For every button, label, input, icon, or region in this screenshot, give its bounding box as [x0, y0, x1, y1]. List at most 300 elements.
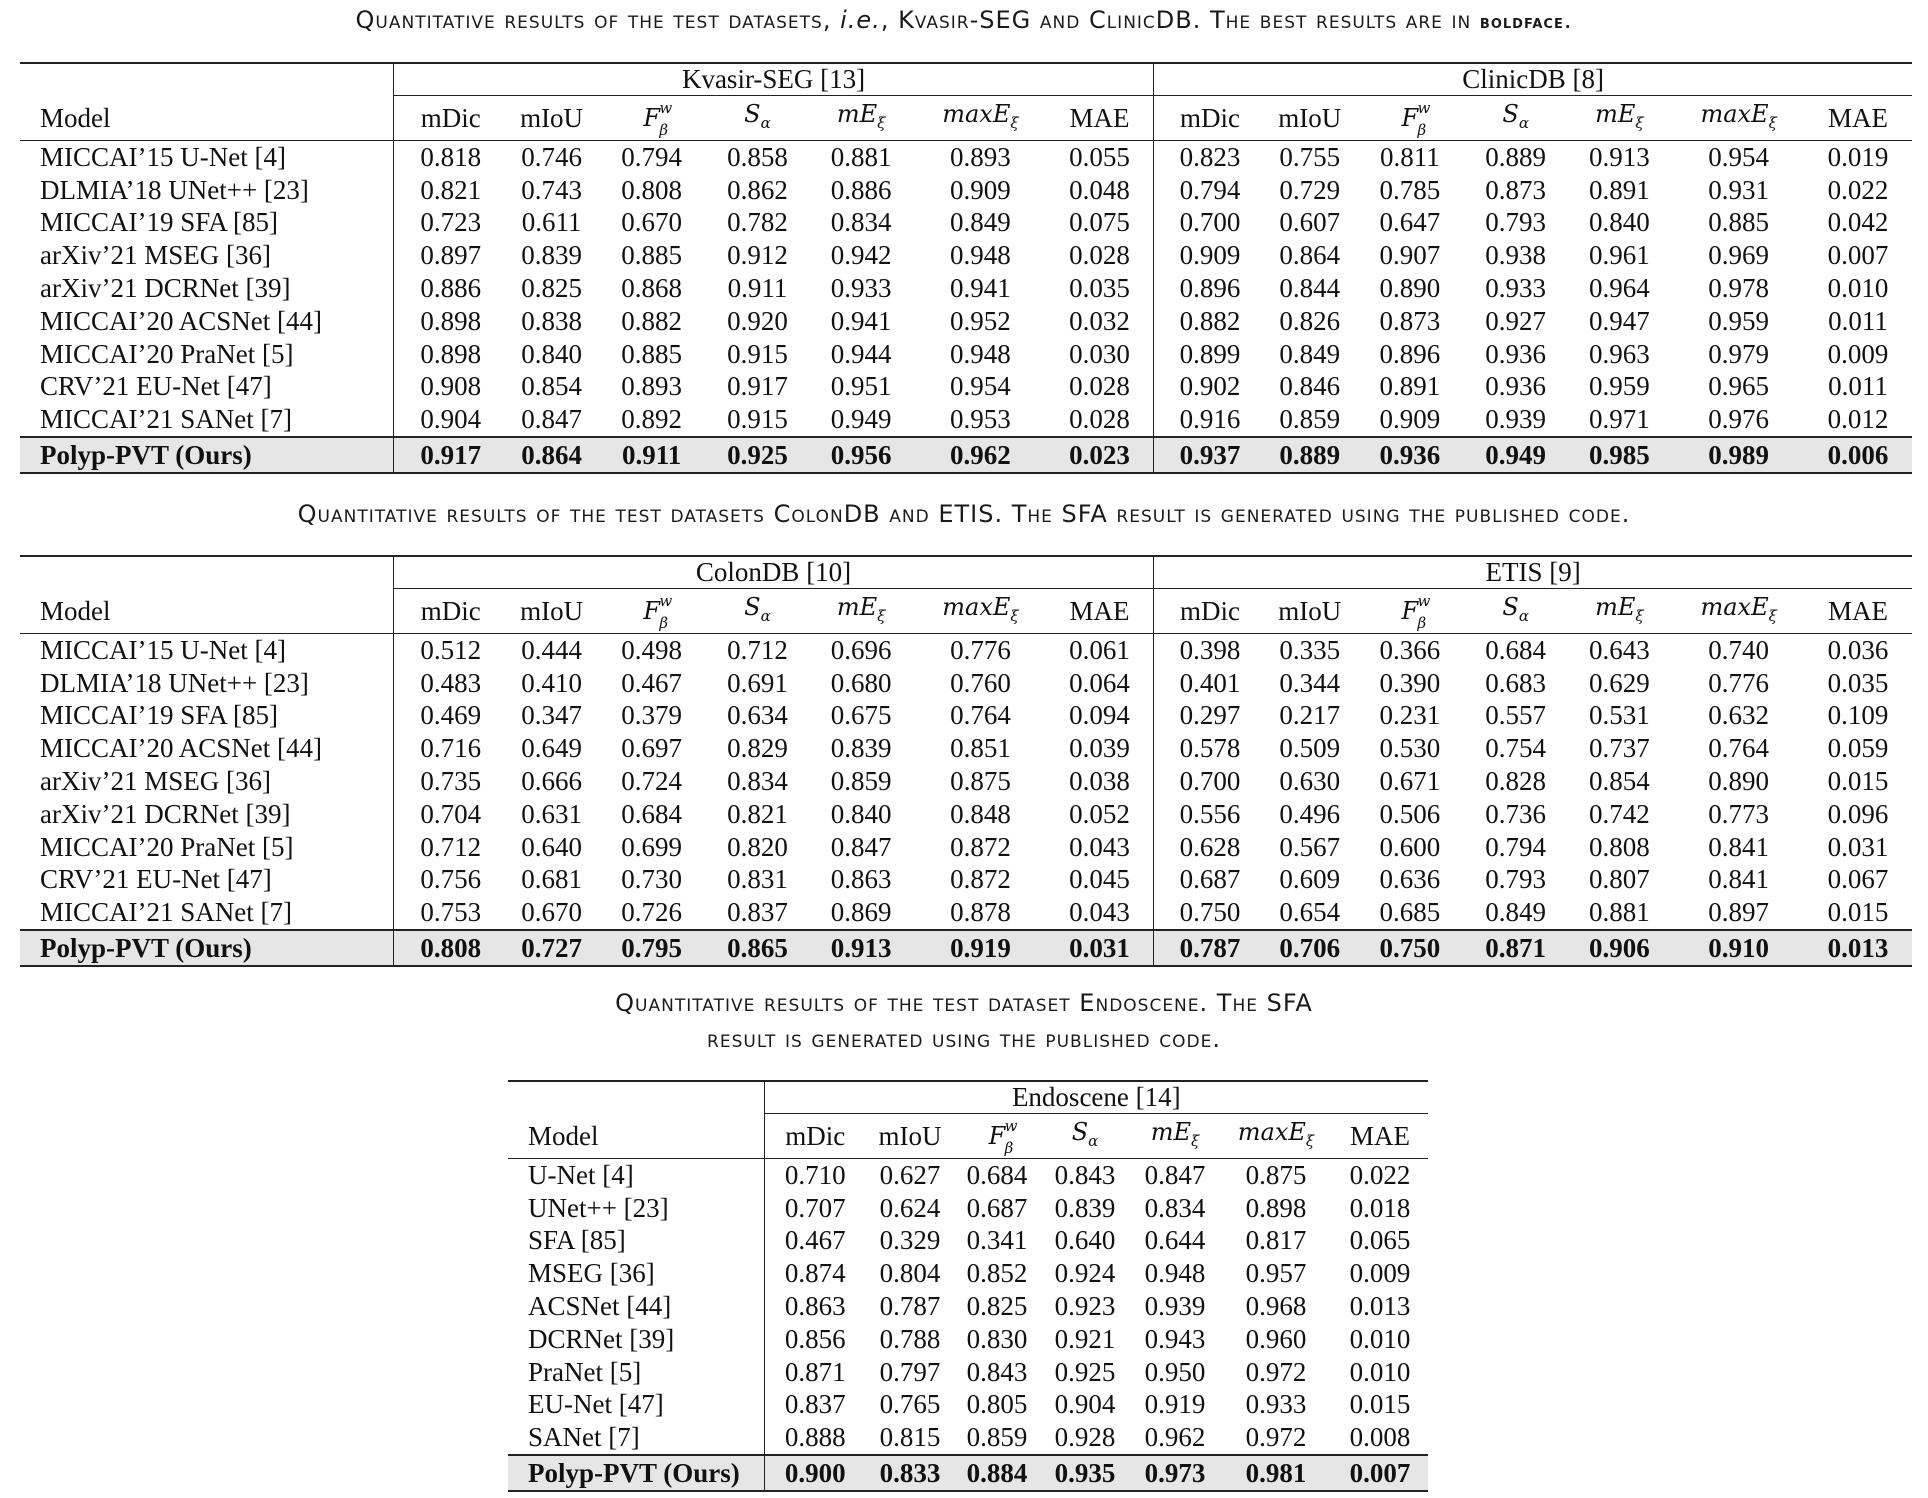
metric-value-cell: 0.808: [621, 174, 683, 205]
metric-column-header: [1220, 1114, 1332, 1159]
model-name-cell: U-Net [4]: [508, 1158, 764, 1191]
metric-column-header: [596, 96, 708, 141]
metric-value-cell: 0.808: [393, 930, 507, 966]
metric-column-header: [1673, 96, 1804, 141]
metric-value-cell: 0.979: [1708, 338, 1770, 369]
metric-value-cell: 0.754: [1485, 733, 1547, 764]
metric-label: mDic: [1179, 595, 1240, 626]
model-name-cell: ACSNet [44]: [508, 1290, 764, 1323]
metric-value-cell: 0.671: [1379, 765, 1441, 796]
metric-value-cell: 0.834: [1144, 1192, 1206, 1223]
metric-value-cell: 0.794: [621, 141, 683, 172]
metric-value-cell: 0.897: [1708, 897, 1770, 928]
f-beta-w-metric: F w β: [988, 1117, 1018, 1158]
table-row: [20, 272, 1912, 305]
group-header-row: [20, 556, 1912, 589]
metric-value-cell: 0.640: [1054, 1225, 1116, 1256]
metric-value-cell: 0.959: [1589, 371, 1650, 402]
metric-value-cell: 0.919: [1144, 1389, 1206, 1420]
metric-value-cell: 0.900: [764, 1455, 866, 1491]
metric-value-cell: 0.939: [1485, 404, 1547, 435]
metric-value-cell: 0.949: [830, 404, 892, 435]
metric-value-cell: 0.797: [879, 1356, 941, 1387]
metric-value-cell: 0.632: [1708, 700, 1770, 731]
table2-caption: [0, 496, 1928, 532]
metric-value-cell: 0.948: [1144, 1258, 1206, 1289]
metric-value-cell: 0.874: [784, 1258, 846, 1289]
metric-value-cell: 0.976: [1708, 404, 1770, 435]
metric-value-cell: 0.683: [1485, 667, 1547, 698]
metric-value-cell: 0.010: [1827, 272, 1889, 303]
metric-value-cell: 0.035: [1046, 272, 1154, 305]
metric-value-cell: 0.896: [1179, 272, 1241, 303]
metric-value-cell: 0.670: [521, 897, 582, 928]
metric-column-header: [1565, 96, 1673, 141]
table-row: [508, 1224, 1428, 1257]
f-beta-w-metric: F w β: [1401, 99, 1431, 140]
metric-value-cell: 0.028: [1046, 403, 1154, 437]
table-row: [508, 1388, 1428, 1421]
metric-value-cell: 0.341: [966, 1225, 1028, 1256]
metric-value-cell: 0.031: [1827, 831, 1889, 862]
f-beta-w-metric: F w β: [643, 99, 673, 140]
metric-value-cell: 0.881: [1589, 897, 1650, 928]
metric-value-cell: 0.015: [1827, 897, 1889, 928]
metric-label: mIoU: [520, 595, 584, 626]
metric-value-cell: 0.859: [1279, 404, 1341, 435]
model-name-cell: DLMIA’18 UNet++ [23]: [20, 667, 393, 700]
metric-label: MAE: [1069, 595, 1130, 626]
metric-value-cell: 0.841: [1708, 864, 1770, 895]
mean-e-xi-metric: $mE_\xi$: [836, 593, 886, 625]
metric-value-cell: 0.872: [950, 864, 1011, 895]
metric-value-cell: 0.873: [1379, 305, 1441, 336]
metric-value-cell: 0.937: [1154, 437, 1266, 473]
table3-caption: [0, 985, 1928, 1057]
metric-value-cell: 0.022: [1827, 174, 1889, 205]
metric-value-cell: 0.833: [866, 1455, 954, 1491]
metric-value-cell: 0.684: [1485, 634, 1547, 665]
metric-value-cell: 0.928: [1054, 1422, 1116, 1453]
metric-value-cell: 0.846: [1279, 371, 1341, 402]
metric-value-cell: 0.647: [1379, 207, 1441, 238]
metric-value-cell: 0.875: [950, 765, 1011, 796]
metric-value-cell: 0.055: [1046, 140, 1154, 173]
metric-column-header: [1046, 96, 1154, 141]
metric-column-header: [1040, 1114, 1130, 1159]
metric-value-cell: 0.969: [1708, 240, 1770, 271]
metric-value-cell: 0.858: [727, 141, 788, 172]
metric-value-cell: 0.925: [1054, 1356, 1116, 1387]
metric-value-cell: 0.670: [621, 207, 683, 238]
metric-value-cell: 0.344: [1279, 667, 1341, 698]
metric-value-cell: 0.913: [807, 930, 915, 966]
metric-value-cell: 0.915: [727, 338, 788, 369]
metric-value-cell: 0.917: [727, 371, 788, 402]
metric-value-cell: 0.829: [727, 733, 788, 764]
table-row: [508, 1257, 1428, 1290]
metric-value-cell: 0.366: [1379, 634, 1441, 665]
metric-column-header: [1466, 589, 1566, 634]
metric-column-header: [393, 589, 507, 634]
metric-value-cell: 0.888: [784, 1422, 846, 1453]
metric-value-cell: 0.444: [521, 634, 582, 665]
metric-value-cell: 0.899: [1179, 338, 1241, 369]
metric-value-cell: 0.760: [950, 667, 1011, 698]
table-row: [20, 831, 1912, 864]
metric-value-cell: 0.825: [966, 1290, 1028, 1321]
metric-value-cell: 0.483: [420, 667, 482, 698]
metric-value-cell: 0.469: [420, 700, 482, 731]
metric-value-cell: 0.972: [1245, 1422, 1307, 1453]
metric-value-cell: 0.840: [830, 798, 892, 829]
model-name-cell: DLMIA’18 UNet++ [23]: [20, 174, 393, 207]
metric-value-cell: 0.685: [1379, 897, 1441, 928]
model-name-cell: CRV’21 EU-Net [47]: [20, 863, 393, 896]
metric-value-cell: 0.941: [830, 305, 892, 336]
table-row: [20, 863, 1912, 896]
metric-value-cell: 0.839: [830, 733, 892, 764]
metric-value-cell: 0.710: [784, 1159, 846, 1190]
metric-column-header: [1154, 96, 1266, 141]
metric-value-cell: 0.742: [1589, 798, 1650, 829]
table-row: [20, 633, 1912, 666]
metric-value-cell: 0.009: [1349, 1258, 1411, 1289]
metric-value-cell: 0.920: [727, 305, 788, 336]
metric-value-cell: 0.933: [1485, 272, 1547, 303]
metric-value-cell: 0.925: [708, 437, 808, 473]
model-column-header: Model: [20, 96, 393, 141]
metric-value-cell: 0.962: [1144, 1422, 1206, 1453]
metric-value-cell: 0.788: [879, 1323, 941, 1354]
metric-value-cell: 0.911: [727, 272, 788, 303]
s-alpha-metric: $S_\alpha$: [1502, 100, 1529, 132]
metric-value-cell: 0.750: [1354, 930, 1466, 966]
metric-value-cell: 0.793: [1485, 207, 1547, 238]
metric-value-cell: 0.061: [1046, 633, 1154, 666]
metric-column-header: [1466, 96, 1566, 141]
metric-column-header: [1332, 1114, 1428, 1159]
metric-value-cell: 0.390: [1379, 667, 1441, 698]
metric-column-header: [708, 589, 808, 634]
metric-value-cell: 0.821: [420, 174, 482, 205]
metric-value-cell: 0.953: [950, 404, 1011, 435]
metric-column-header: [866, 1114, 954, 1159]
metric-value-cell: 0.961: [1589, 240, 1650, 271]
metric-value-cell: 0.916: [1179, 404, 1241, 435]
f-beta-w-metric: F w β: [1401, 592, 1431, 633]
metric-column-header: [954, 1114, 1040, 1159]
table-row: [20, 174, 1912, 207]
metric-value-cell: 0.931: [1708, 174, 1770, 205]
metric-value-cell: 0.840: [1589, 207, 1650, 238]
model-name-cell: Polyp-PVT (Ours): [508, 1455, 764, 1491]
model-column-header: Model: [508, 1114, 764, 1159]
results-table-colondb-etis: [20, 555, 1912, 967]
metric-value-cell: 0.839: [521, 240, 582, 271]
metric-value-cell: 0.893: [621, 371, 683, 402]
metric-value-cell: 0.951: [830, 371, 892, 402]
metric-value-cell: 0.849: [1279, 338, 1341, 369]
metric-value-cell: 0.921: [1054, 1323, 1116, 1354]
metric-label: mDic: [420, 102, 481, 133]
metric-header-row: [508, 1114, 1428, 1159]
metric-value-cell: 0.843: [966, 1356, 1028, 1387]
metric-value-cell: 0.630: [1279, 765, 1341, 796]
table-row: [508, 1158, 1428, 1191]
f-beta-w-metric: F w β: [643, 592, 673, 633]
metric-value-cell: 0.578: [1179, 733, 1241, 764]
metric-value-cell: 0.649: [521, 733, 582, 764]
metric-value-cell: 0.841: [1708, 831, 1770, 862]
metric-value-cell: 0.807: [1589, 864, 1650, 895]
metric-column-header: [915, 589, 1046, 634]
max-e-xi-metric: maxE$_\xi$: [1237, 1118, 1315, 1150]
metric-value-cell: 0.410: [521, 667, 582, 698]
metric-value-cell: 0.379: [621, 700, 683, 731]
table1-caption-ie: i.e.: [840, 6, 881, 34]
metric-value-cell: 0.942: [830, 240, 892, 271]
metric-value-cell: 0.627: [879, 1159, 941, 1190]
metric-label: MAE: [1828, 595, 1888, 626]
metric-value-cell: 0.821: [727, 798, 788, 829]
table-row: [20, 338, 1912, 371]
s-alpha-metric: $S_\alpha$: [744, 100, 771, 132]
metric-value-cell: 0.496: [1279, 798, 1341, 829]
metric-value-cell: 0.938: [1485, 240, 1547, 271]
metric-column-header: [1130, 1114, 1220, 1159]
metric-value-cell: 0.856: [784, 1323, 846, 1354]
metric-value-cell: 0.911: [596, 437, 708, 473]
metric-value-cell: 0.968: [1245, 1290, 1307, 1321]
metric-value-cell: 0.681: [521, 864, 582, 895]
metric-value-cell: 0.023: [1046, 437, 1154, 473]
metric-value-cell: 0.915: [727, 404, 788, 435]
metric-value-cell: 0.904: [1054, 1389, 1116, 1420]
metric-value-cell: 0.933: [830, 272, 892, 303]
metric-value-cell: 0.684: [966, 1159, 1028, 1190]
metric-column-header: [1266, 589, 1354, 634]
metric-value-cell: 0.696: [830, 634, 892, 665]
table1-caption-post: .: [1563, 6, 1573, 34]
metric-value-cell: 0.712: [420, 831, 482, 862]
metric-value-cell: 0.048: [1046, 174, 1154, 207]
model-name-cell: arXiv’21 DCRNet [39]: [20, 272, 393, 305]
metric-value-cell: 0.872: [950, 831, 1011, 862]
table-row: [508, 1421, 1428, 1455]
results-table-endoscene: [508, 1080, 1428, 1492]
metric-value-cell: 0.675: [830, 700, 892, 731]
max-e-xi-metric: maxE$_\xi$: [1700, 593, 1777, 625]
model-name-cell: MICCAI’20 PraNet [5]: [20, 831, 393, 864]
metric-value-cell: 0.811: [1380, 141, 1440, 172]
metric-value-cell: 0.729: [1279, 174, 1341, 205]
metric-value-cell: 0.756: [420, 864, 482, 895]
model-name-cell: arXiv’21 DCRNet [39]: [20, 798, 393, 831]
table-row: [20, 798, 1912, 831]
metric-column-header: [915, 96, 1046, 141]
metric-value-cell: 0.947: [1589, 305, 1650, 336]
metric-value-cell: 0.898: [420, 305, 482, 336]
metric-value-cell: 0.956: [807, 437, 915, 473]
metric-value-cell: 0.011: [1828, 305, 1888, 336]
metric-value-cell: 0.805: [966, 1389, 1028, 1420]
metric-value-cell: 0.960: [1245, 1323, 1307, 1354]
metric-value-cell: 0.847: [521, 404, 582, 435]
metric-value-cell: 0.882: [621, 305, 683, 336]
metric-value-cell: 0.065: [1349, 1225, 1411, 1256]
metric-value-cell: 0.019: [1827, 141, 1889, 172]
metric-value-cell: 0.871: [1466, 930, 1566, 966]
metric-value-cell: 0.740: [1708, 634, 1770, 665]
model-name-cell: MICCAI’15 U-Net [4]: [20, 140, 393, 173]
metric-value-cell: 0.868: [621, 272, 683, 303]
table3-caption-line2: result is generated using the published code.: [707, 1025, 1221, 1053]
metric-value-cell: 0.863: [784, 1290, 846, 1321]
s-alpha-metric: $S_\alpha$: [1071, 1118, 1099, 1150]
metric-value-cell: 0.699: [621, 831, 683, 862]
metric-value-cell: 0.909: [1179, 240, 1241, 271]
metric-value-cell: 0.067: [1827, 864, 1889, 895]
metric-value-cell: 0.943: [1144, 1323, 1206, 1354]
metric-value-cell: 0.864: [1279, 240, 1341, 271]
metric-value-cell: 0.684: [621, 798, 683, 829]
metric-label: mDic: [1179, 102, 1240, 133]
metric-value-cell: 0.217: [1279, 700, 1341, 731]
metric-value-cell: 0.908: [420, 371, 482, 402]
metric-value-cell: 0.831: [727, 864, 788, 895]
metric-label: MAE: [1350, 1120, 1411, 1151]
metric-value-cell: 0.628: [1179, 831, 1241, 862]
model-name-cell: MSEG [36]: [508, 1257, 764, 1290]
metric-value-cell: 0.972: [1245, 1356, 1307, 1387]
metric-value-cell: 0.849: [950, 207, 1011, 238]
metric-value-cell: 0.885: [621, 240, 683, 271]
metric-value-cell: 0.825: [521, 272, 582, 303]
metric-value-cell: 0.764: [950, 700, 1011, 731]
model-name-cell: SANet [7]: [508, 1421, 764, 1455]
metric-value-cell: 0.028: [1046, 239, 1154, 272]
metric-value-cell: 0.737: [1589, 733, 1650, 764]
metric-value-cell: 0.936: [1485, 371, 1547, 402]
metric-value-cell: 0.643: [1589, 634, 1650, 665]
metric-value-cell: 0.973: [1130, 1455, 1220, 1491]
metric-value-cell: 0.919: [915, 930, 1046, 966]
model-name-cell: MICCAI’15 U-Net [4]: [20, 633, 393, 666]
metric-value-cell: 0.875: [1245, 1159, 1307, 1190]
metric-value-cell: 0.009: [1827, 338, 1889, 369]
metric-value-cell: 0.557: [1485, 700, 1547, 731]
metric-value-cell: 0.727: [508, 930, 596, 966]
metric-label: mIoU: [878, 1120, 942, 1151]
metric-value-cell: 0.957: [1245, 1258, 1307, 1289]
metric-value-cell: 0.012: [1827, 404, 1889, 435]
metric-value-cell: 0.962: [915, 437, 1046, 473]
table2-caption-text: Quantitative results of the test datasets ColonDB and ETIS. The SFA result is generated using the published code.: [297, 500, 1631, 528]
metric-value-cell: 0.837: [784, 1389, 846, 1420]
metric-value-cell: 0.753: [420, 897, 482, 928]
table1-caption-mid: , Kvasir-SEG and ClinicDB. The best results are in: [880, 6, 1480, 34]
metric-value-cell: 0.898: [420, 338, 482, 369]
metric-value-cell: 0.094: [1046, 699, 1154, 732]
max-e-xi-metric: maxE$_\xi$: [942, 100, 1019, 132]
metric-value-cell: 0.885: [1708, 207, 1770, 238]
metric-value-cell: 0.787: [1154, 930, 1266, 966]
model-name-cell: MICCAI’19 SFA [85]: [20, 699, 393, 732]
mean-e-xi-metric: $mE_\xi$: [1595, 593, 1644, 625]
metric-value-cell: 0.889: [1485, 141, 1547, 172]
metric-column-header: [708, 96, 808, 141]
metric-column-header: [393, 96, 507, 141]
group-header-empty: [508, 1081, 764, 1114]
metric-value-cell: 0.954: [1708, 141, 1770, 172]
table-row: [20, 239, 1912, 272]
metric-value-cell: 0.859: [830, 765, 892, 796]
metric-value-cell: 0.530: [1379, 733, 1441, 764]
metric-value-cell: 0.936: [1485, 338, 1547, 369]
metric-value-cell: 0.743: [521, 174, 582, 205]
table1-caption-pre: Quantitative results of the test datasets,: [355, 6, 841, 34]
metric-value-cell: 0.776: [950, 634, 1011, 665]
table-row: [20, 699, 1912, 732]
metric-value-cell: 0.859: [966, 1422, 1028, 1453]
model-name-cell: PraNet [5]: [508, 1356, 764, 1389]
best-result-row: [20, 437, 1912, 473]
metric-column-header: [596, 589, 708, 634]
metric-value-cell: 0.785: [1379, 174, 1441, 205]
results-table-kvasir-clinicdb: [20, 62, 1912, 474]
metric-value-cell: 0.909: [1379, 404, 1441, 435]
metric-value-cell: 0.924: [1054, 1258, 1116, 1289]
metric-value-cell: 0.697: [621, 733, 683, 764]
metric-value-cell: 0.950: [1144, 1356, 1206, 1387]
metric-value-cell: 0.013: [1804, 930, 1912, 966]
group-header-row: [20, 63, 1912, 96]
metric-value-cell: 0.849: [1485, 897, 1547, 928]
metric-value-cell: 0.609: [1279, 864, 1341, 895]
metric-value-cell: 0.952: [950, 305, 1011, 336]
metric-value-cell: 0.889: [1266, 437, 1354, 473]
metric-value-cell: 0.847: [1144, 1159, 1206, 1190]
metric-value-cell: 0.904: [420, 404, 482, 435]
metric-value-cell: 0.654: [1279, 897, 1341, 928]
metric-value-cell: 0.600: [1379, 831, 1441, 862]
dataset-group-header: Endoscene [14]: [764, 1081, 1428, 1114]
metric-column-header: [1565, 589, 1673, 634]
metric-value-cell: 0.910: [1673, 930, 1804, 966]
metric-value-cell: 0.706: [1266, 930, 1354, 966]
metric-value-cell: 0.506: [1379, 798, 1441, 829]
metric-value-cell: 0.640: [521, 831, 582, 862]
metric-value-cell: 0.886: [420, 272, 482, 303]
metric-value-cell: 0.948: [950, 240, 1011, 271]
metric-value-cell: 0.629: [1589, 667, 1650, 698]
model-column-header: Model: [20, 589, 393, 634]
metric-value-cell: 0.512: [420, 634, 482, 665]
metric-value-cell: 0.028: [1046, 370, 1154, 403]
metric-value-cell: 0.891: [1589, 174, 1650, 205]
metric-value-cell: 0.042: [1827, 207, 1889, 238]
max-e-xi-metric: maxE$_\xi$: [942, 593, 1019, 625]
table1-caption-bold: boldface: [1479, 12, 1564, 33]
metric-value-cell: 0.787: [879, 1290, 941, 1321]
metric-value-cell: 0.964: [1589, 272, 1650, 303]
metric-value-cell: 0.878: [950, 897, 1011, 928]
metric-value-cell: 0.839: [1054, 1192, 1116, 1223]
mean-e-xi-metric: $mE_\xi$: [836, 100, 886, 132]
metric-value-cell: 0.871: [784, 1356, 846, 1387]
metric-value-cell: 0.075: [1046, 206, 1154, 239]
